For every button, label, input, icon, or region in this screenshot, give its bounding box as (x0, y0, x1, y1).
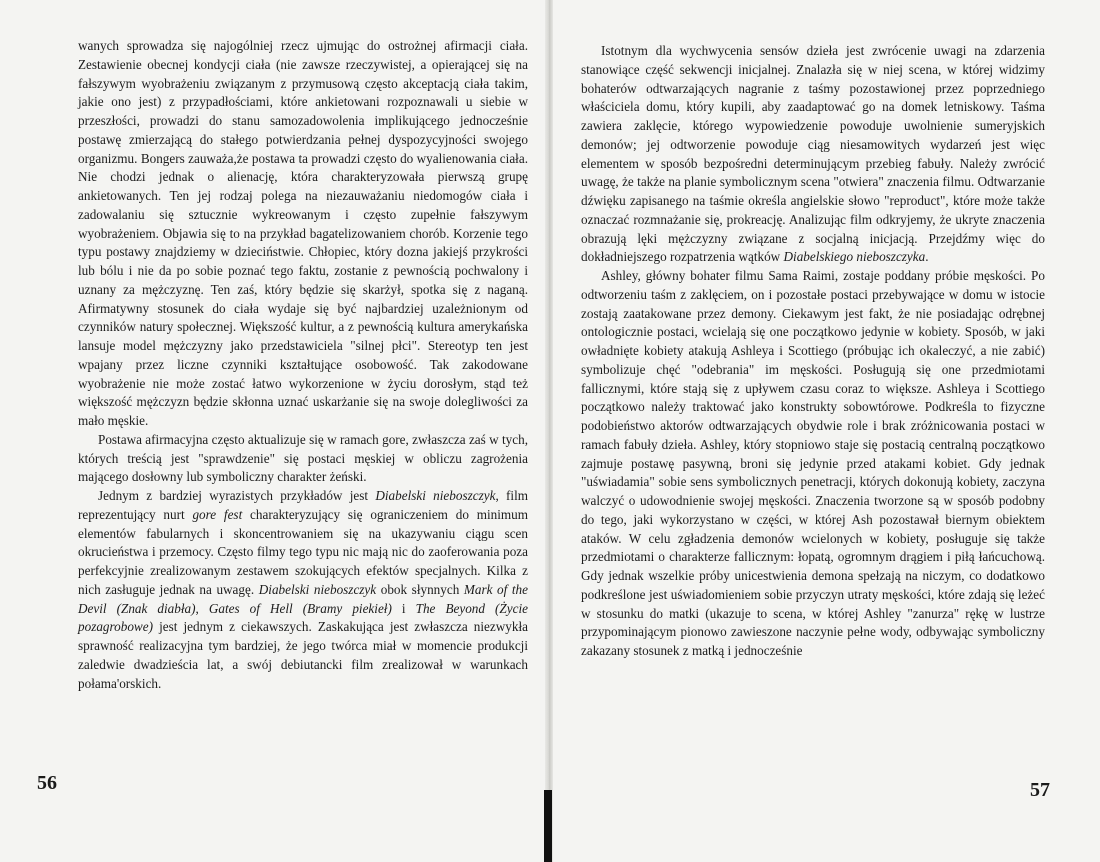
left-p3-text-4: obok słynnych (376, 581, 464, 597)
left-p3-text-7: jest jednym z ciekawszych. Zaskakująca jest zwłaszcza niezwykła sprawność realizacyjna tym bardziej, że jego twórca miał w momencie produkcji zaledwie dwadzieścia lat, a swój debiutancki film zrealizował w warunkach połama'orskich. (78, 619, 528, 691)
left-p3-text-2: , film reprezentujący nurt (78, 488, 528, 522)
left-p3-text-3: charakteryzujący się ograniczeniem do minimum elementów fabularnych i skoncentrowaniem się na ukazywaniu ciągu scen okrucieństwa i przemocy. Często filmy tego typu nic mają nic do zaoferowania poza perfekcyjnie zrealizowanym zestawem szokujących efektów specjalnych. Kilka z nich zasługuje jednak na uwagę. (78, 506, 528, 597)
right-p1-text-1: Istotnym dla wychwycenia sensów dzieła jest zwrócenie uwagi na zdarzenia stanowiące część sekwencji inicjalnej. Znalazła się w niej scena, w której widzimy bohaterów odtwarzających nagranie z taśmy pozostawionej przez poprzedniego właściciela domu, który kupili, aby zaadaptować go na domek letniskowy. Taśma zawiera zaklęcie, którego wypowiedzenie powoduje uwolnienie sumeryjskich demonów; jej odtworzenie powoduje ciąg niesamowitych wydarzeń jest więc elementem w sposób bezpośredni determinującym przebieg fabuły. Należy zwrócić uwagę, że także na planie symbolicznym scena "otwiera" znaczenia filmu. Odtwarzanie dźwięku zapisanego na taśmie określa angielskie słowo "reproduct", które może także oznaczać rozmnażanie się, prokreację. Analizując film odkryjemy, że ukryte znaczenia obrazują lęki mężczyzny związane z socjalną inicjacją. Przejdźmy więc do dokładniejszego rozpatrzenia wątków (581, 43, 1045, 265)
right-paragraph-1 (581, 42, 1045, 267)
film-title-diabelskiego-nieboszczyka: Diabelskiego nieboszczyka (783, 249, 926, 265)
left-p3-text-1: Jednym z bardziej wyrazistych przykładów jest (98, 488, 376, 503)
left-paragraph-1: wanych sprowadza się najogólniej rzecz ujmując do ostrożnej afirmacji ciała. Zestawienie obecnej kondycji ciała (nie zawsze rzeczywistej, a opierającej się na fałszywym wyobrażeniu związanym z przymusową często akceptacją ciała takim, jakie ono jest) z przypadłościami, które ankietowani rozpoznawali u siebie w przeszłości, prowadzi do stanu samozadowolenia implikującego jednocześnie postawę zmierzającą do stałego potwierdzania pełnej dyspozycyjności swojego organizmu. Bongers zauważa,że postawa ta prowadzi często do wyalienowania ciała. Nie chodzi jednak o alienację, która charakteryzowała pierwszą grupę ankietowanych. Ten jej rodzaj polega na niezauważaniu niedomogów ciała i zadowalaniu się sztucznie wykreowanym i często zupełnie fałszywym wyobrażeniem. Objawia się to na przykład bagatelizowaniem chorób. Korzenie tego typu postawy znajdziemy w dzieciństwie. Chłopiec, który dozna jakiejś przykrości lub bólu i nie da po sobie poznać tego faktu, zostanie z pewnością pochwalony i uznany za mężczyznę. Ten zaś, który będzie się skarżył, spotka się z naganą. Afirmatywny stosunek do ciała wydaje się być najbardziej uzależnionym od czynników natury społecznej. Większość kultur, a z pewnością kultura amerykańska lansuje model mężczyzny jako przedstawiciela "silnej płci". Stereotyp ten jest wpajany przez liczne czynniki kształtujące osobowość. Tak zakodowane wyobrażenie nie może zostać łatwo wykorzenione w życiu dorosłym, stąd też większość mężczyzn będzie skłonna uznać uskarżanie się na swoje dolegliwości za mało męskie. (78, 38, 528, 428)
right-page (553, 0, 1100, 862)
film-title-diabelski-nieboszczyk: Diabelski nieboszczyk (375, 488, 496, 503)
right-p1-text-2: . (925, 249, 929, 265)
right-paragraph-2: Ashley, główny bohater filmu Sama Raimi, zostaje poddany próbie męskości. Po odtworzeniu taśm z zaklęciem, on i pozostałe postaci przebywające w domu w istocie zostają zaatakowane przez demony. Ciekawym jest fakt, że nie posiadając odrębnej ontologicznie postaci, wcielają się one początkowo jedynie w kobiety. Sposób, w jaki owładnięte kobiety atakują Ashleya i Scottiego (próbując ich okaleczyć, a nie zabić) symbolizuje chęć "odebrania" im męskości. Posługują się one przedmiotami fallicznymi, które stają się z upływem czasu coraz to większe. Ashleya i Scottiego początkowo należy traktować jako konstrukty sobowtórowe. Podkreśla to fizyczne podobieństwo aktorów odtwarzających obydwie role i brak zróżnicowania postaci w ramach fabuły dzieła. Ashley, który stopniowo staje się postacią centralną początkowo zajmuje postawę pasywną, broni się jedynie przed atakami kobiet. Gdy jednak "uświadamia" sobie sens symbolicznych penetracji, których dokonują kobiety, zaczyna walczyć o udowodnienie swojej męskości. Znaczenia tworzone są w sposób podobny do tego, jaki wykorzystano w części, w której Ash pozostawał biernym obiektem ataków. W celu zgładzenia demonów wcielonych w kobiety, posługuje się także przedmiotami o charakterze fallicznym: łopatą, ogromnym drągiem i piłą łańcuchową. Gdy jednak wszelkie próby unicestwienia demona spełzają na niczym, co dodatkowo podkreślone jest uświadomieniem sobie przyczyn utraty męskości, które zdają się leżeć w stosunku do matki (ukazuje to scena, w której Ashley "zanurza" rękę w lustrze przypominającym pionowo zawieszone naczynie pełne wody, odbywając symboliczny zakazany stosunek z matką i jednocześnie (581, 268, 1045, 658)
film-title-diabelski-nieboszczyk-2: Diabelski nieboszczyk (258, 581, 377, 597)
left-paragraph-2: Postawa afirmacyjna często aktualizuje się w ramach gore, zwłaszcza zaś w tych, których treścią jest "sprawdzenie" się postaci męskiej w obliczu zagrożenia mającego dosłowny lub symboliczny charakter żeński. (78, 431, 528, 485)
page-number-right: 57 (1030, 779, 1050, 801)
left-p3-text-5: , (195, 600, 209, 616)
film-title-gates-of-hell: Gates of Hell (Bramy piekieł) (208, 600, 392, 616)
book-gutter (545, 0, 553, 862)
film-title-the-beyond: The Beyond (Życie pozagrobowe) (78, 600, 528, 635)
left-page-text (78, 37, 528, 693)
genre-gore-fest: gore fest (192, 506, 243, 522)
page-number-left: 56 (37, 772, 57, 794)
left-page (0, 0, 545, 862)
left-paragraph-3 (78, 487, 528, 693)
film-title-mark-of-the-devil: Mark of the Devil (Znak diabła) (78, 581, 528, 616)
right-page-text (581, 42, 1045, 661)
gutter-shadow (544, 790, 552, 862)
left-p3-text-6: i (391, 600, 416, 616)
